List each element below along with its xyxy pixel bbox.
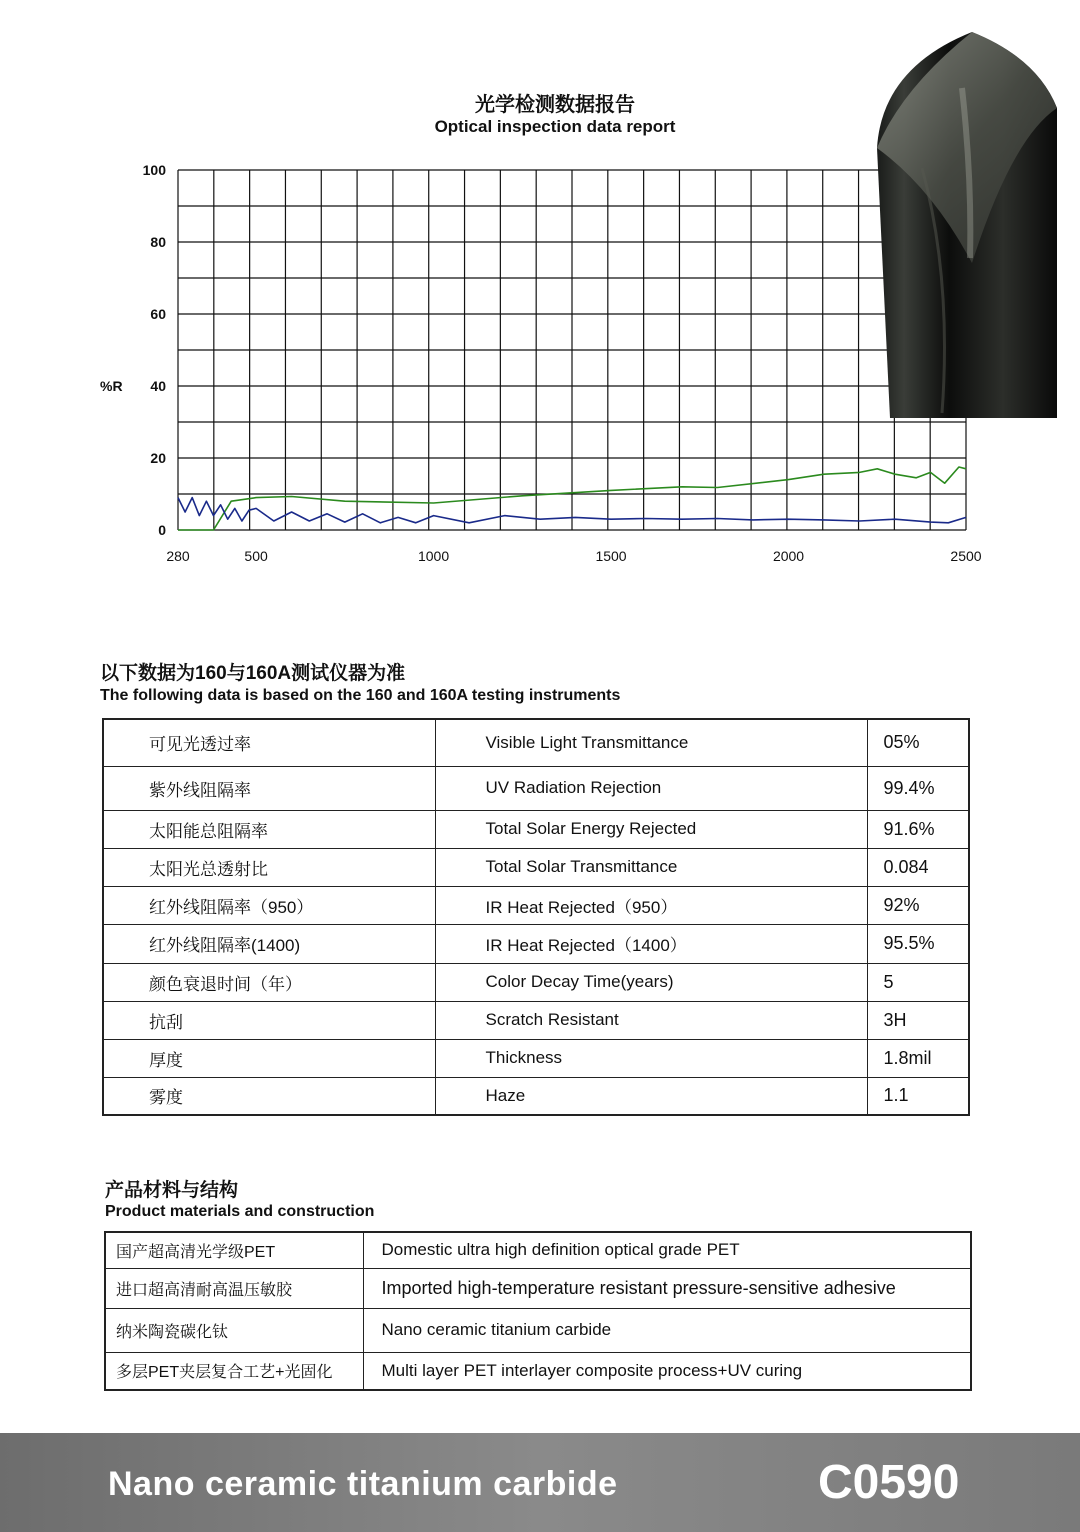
x-tick-label: 280 [166,548,190,564]
spec-name-en: Total Solar Energy Rejected [435,810,867,848]
table-row [105,1232,971,1268]
specs-table [102,718,970,1116]
spec-value: 92% [867,886,969,924]
material-name-en: Imported high-temperature resistant pressure-sensitive adhesive [363,1268,971,1308]
spec-name-en: IR Heat Rejected（950） [435,886,867,924]
table-row [105,1352,971,1390]
table-row [103,924,969,963]
x-tick-label: 500 [244,548,268,564]
film-roll-image [862,28,1072,423]
material-name-cn: 国产超高清光学级PET [105,1232,363,1268]
material-name-cn: 纳米陶瓷碳化钛 [105,1308,363,1352]
spec-name-en: IR Heat Rejected（1400） [435,924,867,963]
table-row [103,1077,969,1115]
spec-name-cn: 紫外线阻隔率 [103,766,435,810]
spec-name-en: Thickness [435,1039,867,1077]
spec-name-cn: 抗刮 [103,1001,435,1039]
table-row [103,766,969,810]
table-row [105,1268,971,1308]
spec-value: 1.8mil [867,1039,969,1077]
y-tick-label: 0 [158,522,166,538]
material-name-en: Multi layer PET interlayer composite process+UV curing [363,1352,971,1390]
y-tick-label: 40 [150,378,166,394]
materials-heading-cn: 产品材料与结构 [105,1180,239,1201]
table-row [103,1001,969,1039]
x-tick-label: 2000 [772,548,805,564]
spec-value: 05% [867,719,969,766]
y-tick-label: 60 [150,306,166,322]
spec-value: 91.6% [867,810,969,848]
spec-name-cn: 可见光透过率 [103,719,435,766]
spec-value: 5 [867,963,969,1001]
spec-value: 99.4% [867,766,969,810]
spec-name-en: Haze [435,1077,867,1115]
spec-name-cn: 太阳能总阻隔率 [103,810,435,848]
material-name-cn: 进口超高清耐高温压敏胶 [105,1268,363,1308]
material-name-cn: 多层PET夹层复合工艺+光固化 [105,1352,363,1390]
product-code: C0590 [818,1456,960,1509]
material-name-en: Domestic ultra high definition optical grade PET [363,1232,971,1268]
spec-value: 3H [867,1001,969,1039]
specs-heading-cn: 以下数据为160与160A测试仪器为准 [100,663,406,684]
spec-name-en: Visible Light Transmittance [435,719,867,766]
materials-heading-en: Product materials and construction [105,1203,375,1220]
table-row [103,963,969,1001]
materials-table [104,1231,972,1391]
x-tick-label: 2500 [950,548,982,564]
report-title-en: Optical inspection data report [434,117,676,136]
material-name-en: Nano ceramic titanium carbide [363,1308,971,1352]
spec-name-cn: 雾度 [103,1077,435,1115]
y-tick-label: 100 [142,162,166,178]
spec-name-cn: 红外线阻隔率（950） [103,886,435,924]
spec-name-cn: 厚度 [103,1039,435,1077]
table-row [105,1308,971,1352]
spec-name-en: Scratch Resistant [435,1001,867,1039]
spec-value: 95.5% [867,924,969,963]
x-tick-label: 1000 [417,548,450,564]
x-tick-label: 1500 [595,548,627,564]
spec-value: 1.1 [867,1077,969,1115]
table-row [103,886,969,924]
table-row [103,848,969,886]
table-row [103,810,969,848]
table-row [103,1039,969,1077]
report-title-cn: 光学检测数据报告 [475,94,635,116]
specs-heading-en: The following data is based on the 160 and 160A testing instruments [100,687,621,704]
y-axis-label: %R [100,378,123,394]
spectral-chart [0,150,1000,580]
footer-title: Nano ceramic titanium carbide [108,1465,618,1503]
spec-name-cn: 红外线阻隔率(1400) [103,924,435,963]
spec-name-cn: 颜色衰退时间（年） [103,963,435,1001]
spec-name-en: Color Decay Time(years) [435,963,867,1001]
spec-name-cn: 太阳光总透射比 [103,848,435,886]
y-tick-label: 80 [150,234,166,250]
spec-value: 0.084 [867,848,969,886]
table-row [103,719,969,766]
spec-name-en: Total Solar Transmittance [435,848,867,886]
spec-name-en: UV Radiation Rejection [435,766,867,810]
y-tick-label: 20 [150,450,166,466]
